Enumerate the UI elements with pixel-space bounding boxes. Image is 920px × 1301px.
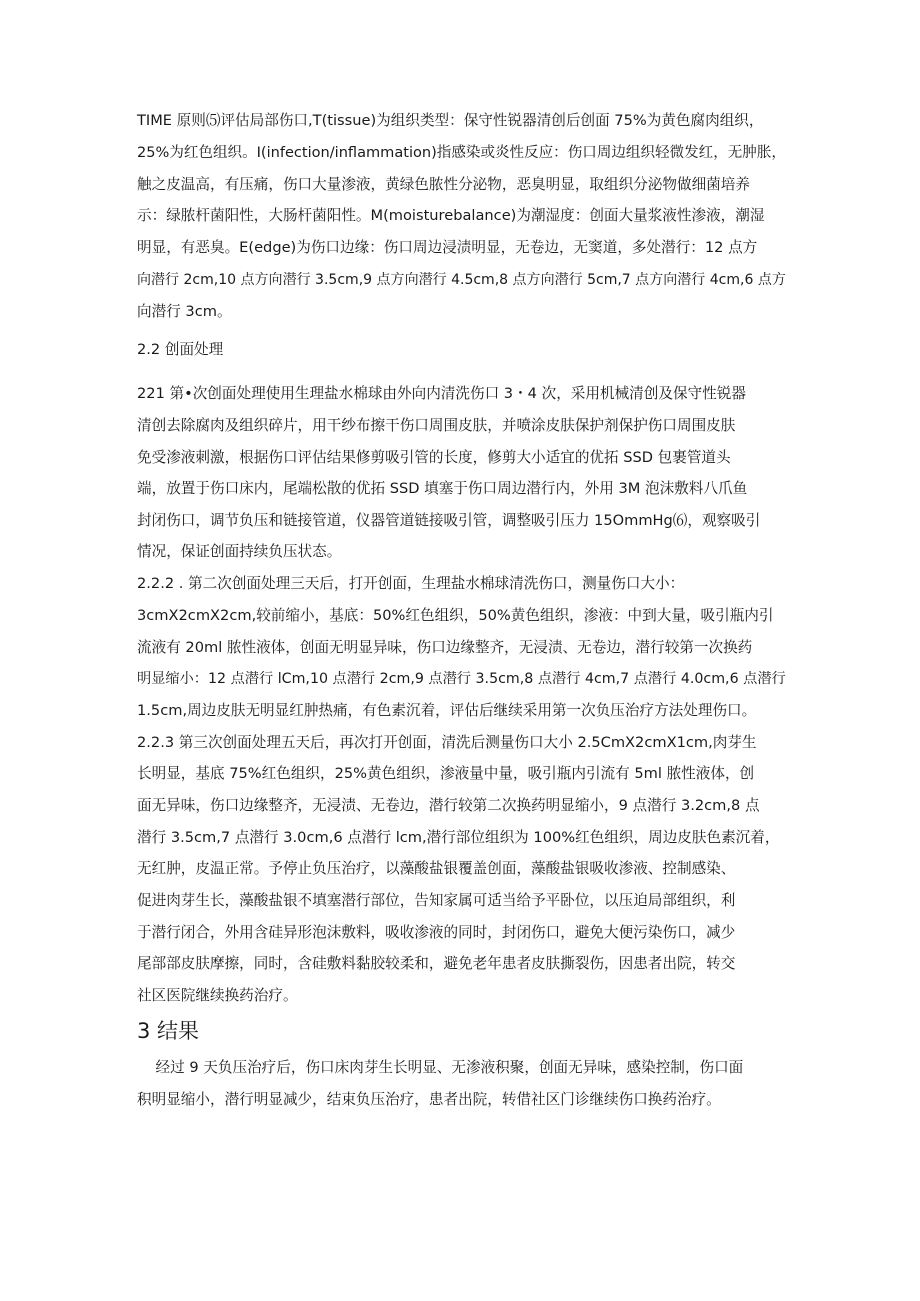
text-line: 清创去除腐肉及组织碎片，用干纱布擦干伤口周围皮肤，并喷涂皮肤保护剂保护伤口周围皮肤: [137, 417, 736, 434]
text-line: 促进肉芽生长，藻酸盐银不填塞潜行部位，告知家属可适当给予平卧位，以压迫局部组织，利: [137, 892, 736, 909]
text-line: 社区医院继续换药治疗。: [137, 987, 298, 1004]
text-line: 1.5cm,周边皮肤无明显红肿热痛，有色素沉着，评估后继续采用第一次负压治疗方法处理伤口。: [137, 702, 757, 719]
text-line: 尾部部皮肤摩擦，同时，含硅敷料黏胶较柔和，避免老年患者皮肤撕裂伤，因患者出院，转交: [137, 955, 736, 972]
text-line: 情况，保证创面持续负压状态。: [137, 543, 342, 560]
section-heading-3-results: 3 结果: [137, 1019, 200, 1043]
text-line: 向潜行 2cm,10 点方向潜行 3.5cm,9 点方向潜行 4.5cm,8 点方向潜行 5cm,7 点方向潜行 4cm,6 点方: [137, 272, 786, 288]
text-line: 面无异味，伤口边缘整齐，无浸渍、无卷边，潜行较第二次换药明显缩小，9 点潜行 3.2cm,8 点: [137, 797, 760, 814]
text-line: 向潜行 3cm。: [137, 303, 232, 320]
text-line: 经过 9 天负压治疗后，伤口床肉芽生长明显、无渗液积聚，创面无异味，感染控制，伤口面: [137, 1059, 744, 1076]
text-line: 221 第•次创面处理使用生理盐水棉球由外向内清洗伤口 3・4 次，采用机械清创及保守性锐器: [137, 385, 746, 402]
text-line: TIME 原则⑸评估局部伤口,T(tissue)为组织类型：保守性锐器清创后创面 75%为黄色腐肉组织，: [137, 112, 764, 129]
text-line: 封闭伤口，调节负压和链接管道，仪器管道链接吸引管，调整吸引压力 15OmmHg⑹，观察吸引: [137, 512, 761, 529]
text-line: 无红肿，皮温正常。予停止负压治疗，以藻酸盐银覆盖创面，藻酸盐银吸收渗液、控制感染、: [137, 860, 736, 877]
text-line: 于潜行闭合，外用含硅异形泡沫敷料，吸收渗液的同时，封闭伤口，避免大便污染伤口，减少: [137, 924, 736, 941]
text-line: 触之皮温高，有压痛，伤口大量渗液，黄绿色脓性分泌物，恶臭明显，取组织分泌物做细菌培养: [137, 176, 750, 193]
text-line: 潜行 3.5cm,7 点潜行 3.0cm,6 点潜行 lcm,潜行部位组织为 100%红色组织，周边皮肤色素沉着，: [137, 829, 780, 846]
text-line: 流液有 20ml 脓性液体，创面无明显异味，伤口边缘整齐，无浸渍、无卷边，潜行较第一次换药: [137, 639, 753, 656]
text-line: 3cmX2cmX2cm,较前缩小，基底：50%红色组织，50%黄色组织，渗液：中到大量，吸引瓶内引: [137, 607, 774, 624]
text-line: 长明显，基底 75%红色组织，25%黄色组织，渗液量中量，吸引瓶内引流有 5ml 脓性液体，创: [137, 765, 755, 782]
text-line: 示：绿脓杆菌阳性，大肠杆菌阳性。M(moisturebalance)为潮湿度：创面大量浆液性渗液，潮湿: [137, 207, 765, 224]
text-line: 端，放置于伤口床内，尾端松散的优拓 SSD 填塞于伤口周边潜行内，外用 3M 泡沫敷料八爪鱼: [137, 480, 748, 497]
text-line: 明显，有恶臭。E(edge)为伤口边缘：伤口周边浸渍明显，无卷边，无窦道，多处潜行：12 点方: [137, 239, 758, 256]
text-line: 25%为红色组织。I(infection/inflammation)指感染或炎性反应：伤口周边组织轻微发红，无肿胀，: [137, 144, 786, 161]
text-line: 积明显缩小，潜行明显减少，结束负压治疗，患者出院，转借社区门诊继续伤口换药治疗。: [137, 1091, 721, 1108]
text-line: 2.2.3 第三次创面处理五天后，再次打开创面，清洗后测量伤口大小 2.5CmX2cmX1cm,肉芽生: [137, 734, 757, 751]
text-line: 2.2.2 . 第二次创面处理三天后，打开创面，生理盐水棉球清洗伤口，测量伤口大小：: [137, 575, 685, 592]
section-heading-2-2: 2.2 创面处理: [137, 341, 224, 358]
text-line: 明显缩小：12 点潜行 lCm,10 点潜行 2cm,9 点潜行 3.5cm,8 点潜行 4cm,7 点潜行 4.0cm,6 点潜行: [137, 671, 786, 687]
text-line: 免受渗液刺激，根据伤口评估结果修剪吸引管的长度，修剪大小适宜的优拓 SSD 包裹管道头: [137, 449, 731, 466]
